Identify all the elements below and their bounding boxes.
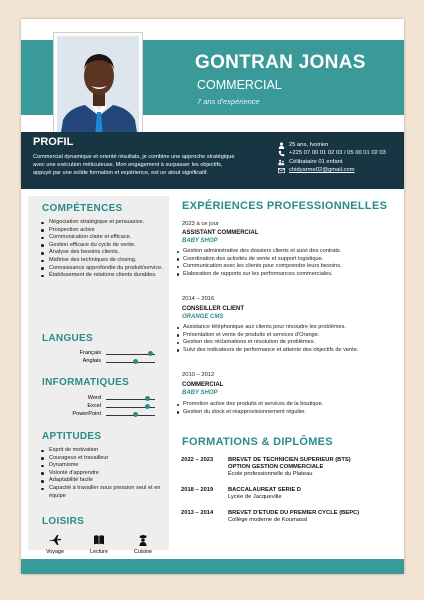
profile-heading: PROFIL <box>33 136 74 148</box>
education-degree: BREVET D'ETUDE DU PREMIER CYCLE (BEPC) <box>228 510 360 516</box>
hobbies-heading: LOISIRS <box>42 516 85 527</box>
skill-level-dot <box>145 404 150 409</box>
candidate-name: GONTRAN JONAS <box>195 52 366 73</box>
job-tasks <box>177 324 399 354</box>
experience-years: 7 ans d'expérience <box>197 97 260 106</box>
contact-age <box>278 141 386 149</box>
job-company: ORANGE CMS <box>182 314 224 320</box>
list-item: Capacité à travailler sous pression seul et en équipe <box>40 485 166 500</box>
job-date: 2010 – 2012 <box>182 372 215 378</box>
list-item: Promotion active des produits et services de la boutique. <box>177 401 399 409</box>
list-item: Dynamisme <box>40 462 166 470</box>
hobby-cooking <box>126 534 160 555</box>
job-title: COMMERCIAL <box>197 78 282 92</box>
job-tasks <box>177 401 399 416</box>
hobby-label: Lecture <box>90 549 108 555</box>
list-item: Gestion des réclamations et résolution de problèmes. <box>177 339 399 347</box>
airplane-icon <box>48 534 62 546</box>
skill-level-dot <box>145 396 150 401</box>
contact-phone[interactable] <box>278 149 386 157</box>
languages-heading: LANGUES <box>42 333 93 344</box>
skill-level-dot <box>148 351 153 356</box>
email-icon <box>278 167 285 174</box>
hobby-reading <box>82 534 116 555</box>
contact-text: +225 07 00 01 02 03 / 05 00 01 02 03 <box>289 150 386 157</box>
profile-summary: Commercial dynamique et orienté résultats, je combine une approche stratégique avec une exécution méticuleuse. Mon engagement à surpasser les objectifs, appuyé par une solide formation et expérience, est un atout significatif. <box>33 154 235 176</box>
phone-icon <box>278 150 285 157</box>
skill-track <box>106 415 155 416</box>
email-link[interactable]: chidyarme02@gmail.com <box>289 167 355 174</box>
education-years: 2018 – 2019 <box>181 487 214 493</box>
list-item: Courageux et travailleur <box>40 455 166 463</box>
skill-level-dot <box>133 412 138 417</box>
skill-track <box>106 362 155 363</box>
profile-photo-frame <box>53 32 143 147</box>
contact-list <box>278 141 386 175</box>
profile-photo <box>57 36 139 143</box>
hobby-travel <box>38 534 72 555</box>
it-skill-powerpoint <box>38 411 163 419</box>
list-item: Prospection active <box>40 227 166 235</box>
profile-section <box>21 132 404 189</box>
family-icon <box>278 159 285 166</box>
chef-icon <box>136 534 150 546</box>
skill-label: PowerPoint <box>72 411 101 417</box>
computer-skills-heading: INFORMATIQUES <box>42 377 130 388</box>
aptitudes-list <box>40 447 166 500</box>
contact-text: Célibataire 01 enfant <box>289 158 343 165</box>
education-option: OPTION GESTION COMMERCIALE <box>228 464 324 470</box>
skill-label: Word <box>87 395 101 401</box>
job-date: 2014 – 2016 <box>182 296 215 302</box>
list-item: Assistance téléphonique aux clients pour résoudre les problèmes. <box>177 324 399 332</box>
hobbies-list <box>38 534 163 560</box>
list-item: Esprit de motivation <box>40 447 166 455</box>
education-years: 2022 – 2023 <box>181 457 214 463</box>
hobby-label: Voyage <box>46 549 64 555</box>
person-portrait-illustration <box>57 36 139 143</box>
education-degree: BACCALAUREAT SERIE D <box>228 487 301 493</box>
skill-label: Excel <box>87 403 101 409</box>
contact-email[interactable] <box>278 166 386 174</box>
list-item: Suivi des indicateurs de performance et atteinte des objectifs de vente. <box>177 347 399 355</box>
job-role: ASSISTANT COMMERCIAL <box>182 230 259 236</box>
education-school: Lycée de Jacqueville <box>228 494 282 500</box>
list-item: Présentation et vente de produits et services d'Orange. <box>177 332 399 340</box>
it-skill-excel <box>38 403 163 411</box>
job-date: 2023 à ce jour <box>182 221 219 227</box>
contact-text: 25 ans, Ivoirien <box>289 142 329 148</box>
contact-family <box>278 158 386 166</box>
skill-level-dot <box>133 359 138 364</box>
footer-band <box>21 559 404 574</box>
list-item: Établissement de relations clients durables. <box>40 272 166 280</box>
skill-label: Français <box>79 350 101 356</box>
list-item: Communication claire et efficace. <box>40 234 166 242</box>
it-skill-word <box>38 395 163 403</box>
education-years: 2013 – 2014 <box>181 510 214 516</box>
list-item: Maîtrise des techniques de closing. <box>40 257 166 265</box>
job-company: BABY SHOP <box>182 390 218 396</box>
list-item: Communication avec les clients pour comprendre leurs besoins. <box>177 263 399 271</box>
job-role: CONSEILLER CLIENT <box>182 306 245 312</box>
language-fr <box>38 350 163 358</box>
aptitudes-heading: APTITUDES <box>42 431 102 442</box>
education-school: École professionnelle du Plateau <box>228 471 313 477</box>
list-item: Négociation stratégique et persuasive. <box>40 219 166 227</box>
left-sidebar <box>28 196 169 555</box>
education-heading: FORMATIONS & DIPLÔMES <box>182 436 333 448</box>
skill-label: Anglais <box>82 358 101 364</box>
list-item: Adaptabilité facile <box>40 477 166 485</box>
list-item: Volonté d'apprendre <box>40 470 166 478</box>
hobby-label: Cuisine <box>134 549 152 555</box>
list-item: Coordination des activités de vente et support logistique. <box>177 256 399 264</box>
list-item: Connaissance approfondie du produit/service. <box>40 265 166 273</box>
language-en <box>38 358 163 366</box>
list-item: Gestion du stock et réapprovisionnement régulier. <box>177 409 399 417</box>
experience-heading: EXPÉRIENCES PROFESSIONNELLES <box>182 200 388 212</box>
list-item: Gestion efficace du cycle de vente. <box>40 242 166 250</box>
education-degree: BREVET DE TECHNICIEN SUPERIEUR (BTS) <box>228 457 351 463</box>
book-icon <box>92 534 106 546</box>
job-company: BABY SHOP <box>182 238 218 244</box>
skills-heading: COMPÉTENCES <box>42 203 123 214</box>
job-role: COMMERCIAL <box>182 382 224 388</box>
list-item: Élaboration de rapports sur les performances commerciales. <box>177 271 399 279</box>
job-tasks <box>177 248 399 278</box>
list-item: Analyse des besoins clients. <box>40 249 166 257</box>
resume-sheet <box>21 19 404 574</box>
list-item: Gestion administrative des dossiers clients et suivi des contrats. <box>177 248 399 256</box>
education-school: Collège moderne de Koumassi <box>228 517 308 523</box>
person-icon <box>278 142 285 149</box>
skills-list <box>40 219 166 280</box>
